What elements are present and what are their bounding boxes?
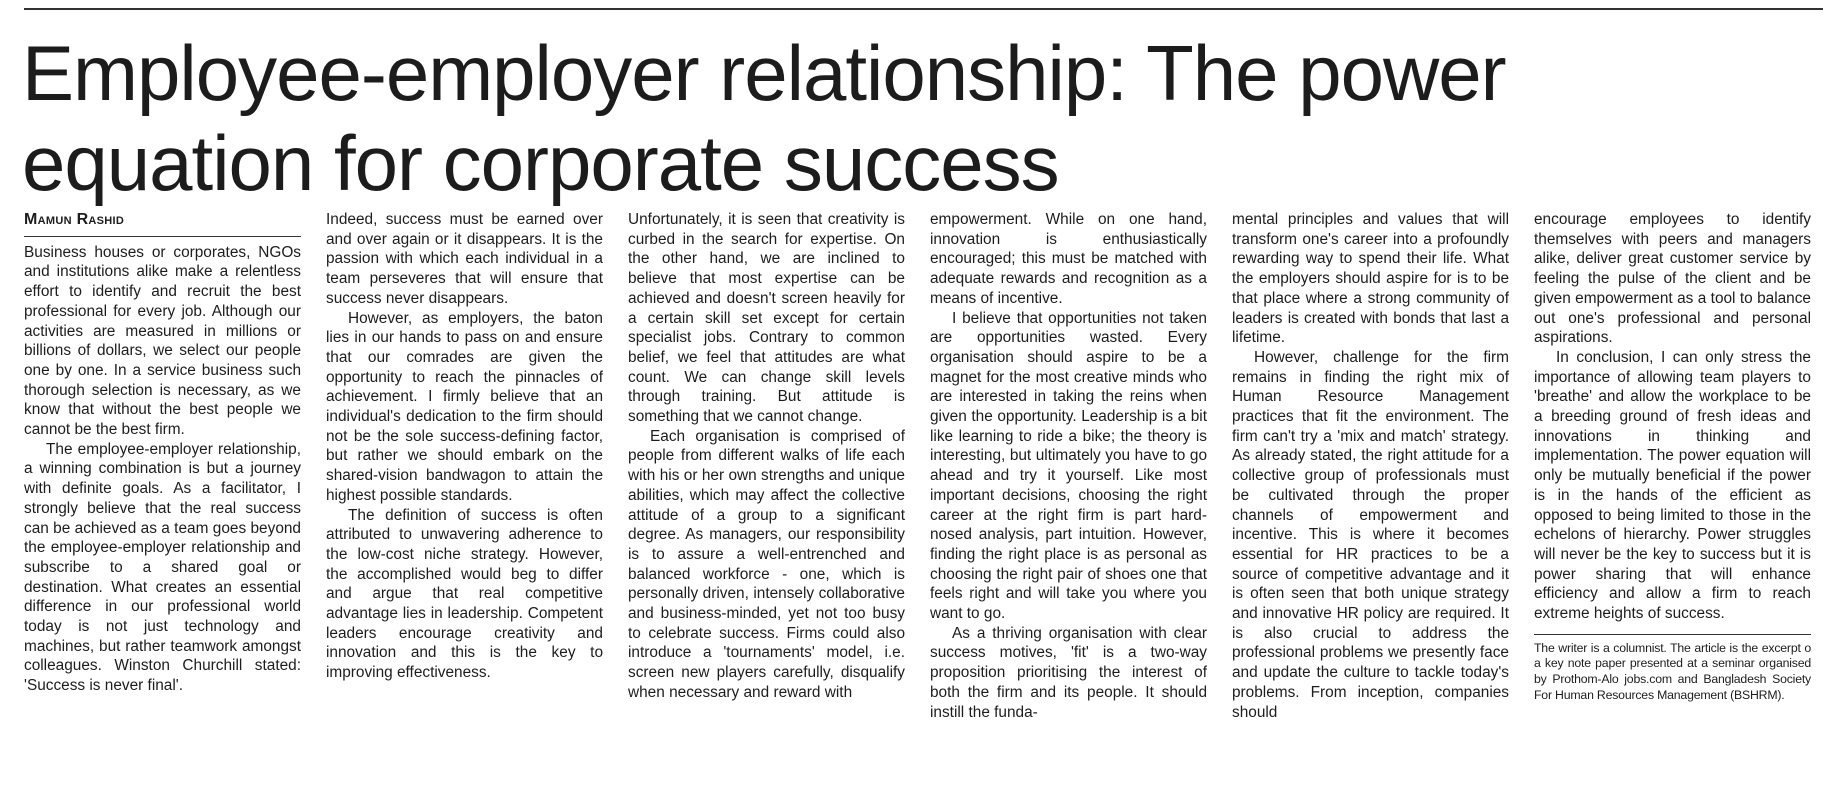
top-rule [24,8,1823,10]
paragraph: encourage employees to identify themselves with peers and managers alike, deliver great customer service by feeling the pulse of the client and be given empowerment as a tool to balance out one's professional and personal aspirations. [1534,211,1811,347]
column-2 [326,210,603,800]
paragraph: I believe that opportunities not taken are opportunities wasted. Every organisation should aspire to be a magnet for the most creative minds who are interested in taking the reins when given the opportunity. Leadership is a bit like learning to ride a bike; the theory is interesting, but ultimately you have to go ahead and try it yourself. Like most important decisions, choosing the right career at the right firm is part hard-nosed analysis, part intuition. However, finding the right place is as personal as choosing the right pair of shoes one that feels right and will take you where you want to go. [930,309,1207,623]
paragraph: Indeed, success must be earned over and over again or it disappears. It is the passion with which each individual in a team perseveres that will ensure that success never disappears. [326,211,603,307]
column-1 [24,210,301,800]
paragraph: However, challenge for the firm remains in finding the right mix of Human Resource Management practices that fit the environment. The firm can't try a 'mix and match' strategy. As already stated, the right attitude for a collective group of professionals must be cultivated through the proper channels of empowerment and incentive. This is where it becomes essential for HR practices to be a source of competitive advantage and it is often seen that both unique strategy and innovative HR policy are required. It is also crucial to address the professional problems we presently face and update the culture to tackle today's problems. From inception, companies should [1232,348,1509,721]
column-6 [1534,210,1811,800]
column-4 [930,210,1207,800]
paragraph: The definition of success is often attributed to unwavering adherence to the low-cost niche strategy. However, the accomplished would beg to differ and argue that real competitive advantage lies in leadership. Competent leaders encourage creativity and innovation and this is the key to improving effectiveness. [326,506,603,682]
headline-line-2: equation for corporate success [22,119,1059,207]
paragraph: In conclusion, I can only stress the importance of allowing team players to 'breathe' and allow the workplace to be a breeding ground of fresh ideas and innovations in thinking and implementation. The power equation will only be mutually beneficial if the power is in the hands of the efficient as opposed to being limited to those in the echelons of hierarchy. Power struggles will never be the key to success but it is power sharing that will enhance efficiency and allow a firm to reach extreme heights of success. [1534,348,1811,623]
author-footnote: The writer is a columnist. The article is the excerpt o a key note paper presented at a seminar organised by Prothom-Alo jobs.com and Bangladesh Society For Human Resources Management (BSHRM). [1534,640,1811,702]
article-columns [24,210,1822,800]
paragraph: Business houses or corporates, NGOs and institutions alike make a relentless effort to identify and recruit the best professional for every job. Although our activities are measured in millions or billions of dollars, we select our people one by one. In a service business such thorough selection is necessary, as we know that without the best people we cannot be the best firm. [24,243,301,439]
column-3 [628,210,905,800]
headline [22,28,1802,208]
paragraph: The employee-employer relationship, a winning combination is but a journey with definite goals. As a facilitator, I strongly believe that the real success can be achieved as a team goes beyond the employee-employer relationship and subscribe to a shared goal or destination. What creates an essential difference in our professional world today is not just technology and machines, but rather teamwork amongst colleagues. Winston Churchill stated: 'Success is never final'. [24,440,301,695]
headline-line-1: Employee-employer relationship: The power [22,29,1506,117]
footnote-divider [1534,634,1811,635]
paragraph: empowerment. While on one hand, innovation is enthusiastically encouraged; this must be matched with adequate rewards and recognition as a means of incentive. [930,211,1207,307]
byline: Mamun Rashid [24,210,301,237]
paragraph: As a thriving organisation with clear success motives, 'fit' is a two-way proposition prioritising the interest of both the firm and its people. It should instill the funda- [930,624,1207,721]
paragraph: mental principles and values that will transform one's career into a profoundly rewarding way to spend their life. What the employers should aspire for is to be that place where a strong community of leaders is created with bonds that last a lifetime. [1232,211,1509,347]
column-5 [1232,210,1509,800]
paragraph: Each organisation is comprised of people from different walks of life each with his or her own strengths and unique abilities, which may affect the collective attitude of a group to a significant degree. As managers, our responsibility is to assure a well-entrenched and balanced workforce - one, which is personally driven, intensely collaborative and business-minded, yet not too busy to celebrate success. Firms could also introduce a 'tournaments' model, i.e. screen new players carefully, disqualify when necessary and reward with [628,427,905,701]
paragraph: However, as employers, the baton lies in our hands to pass on and ensure that our comrades are given the opportunity to reach the pinnacles of achievement. I firmly believe that an individual's dedication to the firm should not be the sole success-defining factor, but rather we should embark on the shared-vision bandwagon to attain the highest possible standards. [326,309,603,504]
paragraph: Unfortunately, it is seen that creativity is curbed in the search for expertise. On the other hand, we are inclined to believe that most expertise can be achieved and doesn't screen heavily for a certain skill set except for certain specialist jobs. Contrary to common belief, we feel that attitudes are what count. We can change skill levels through training. But attitude is something that we cannot change. [628,211,905,426]
